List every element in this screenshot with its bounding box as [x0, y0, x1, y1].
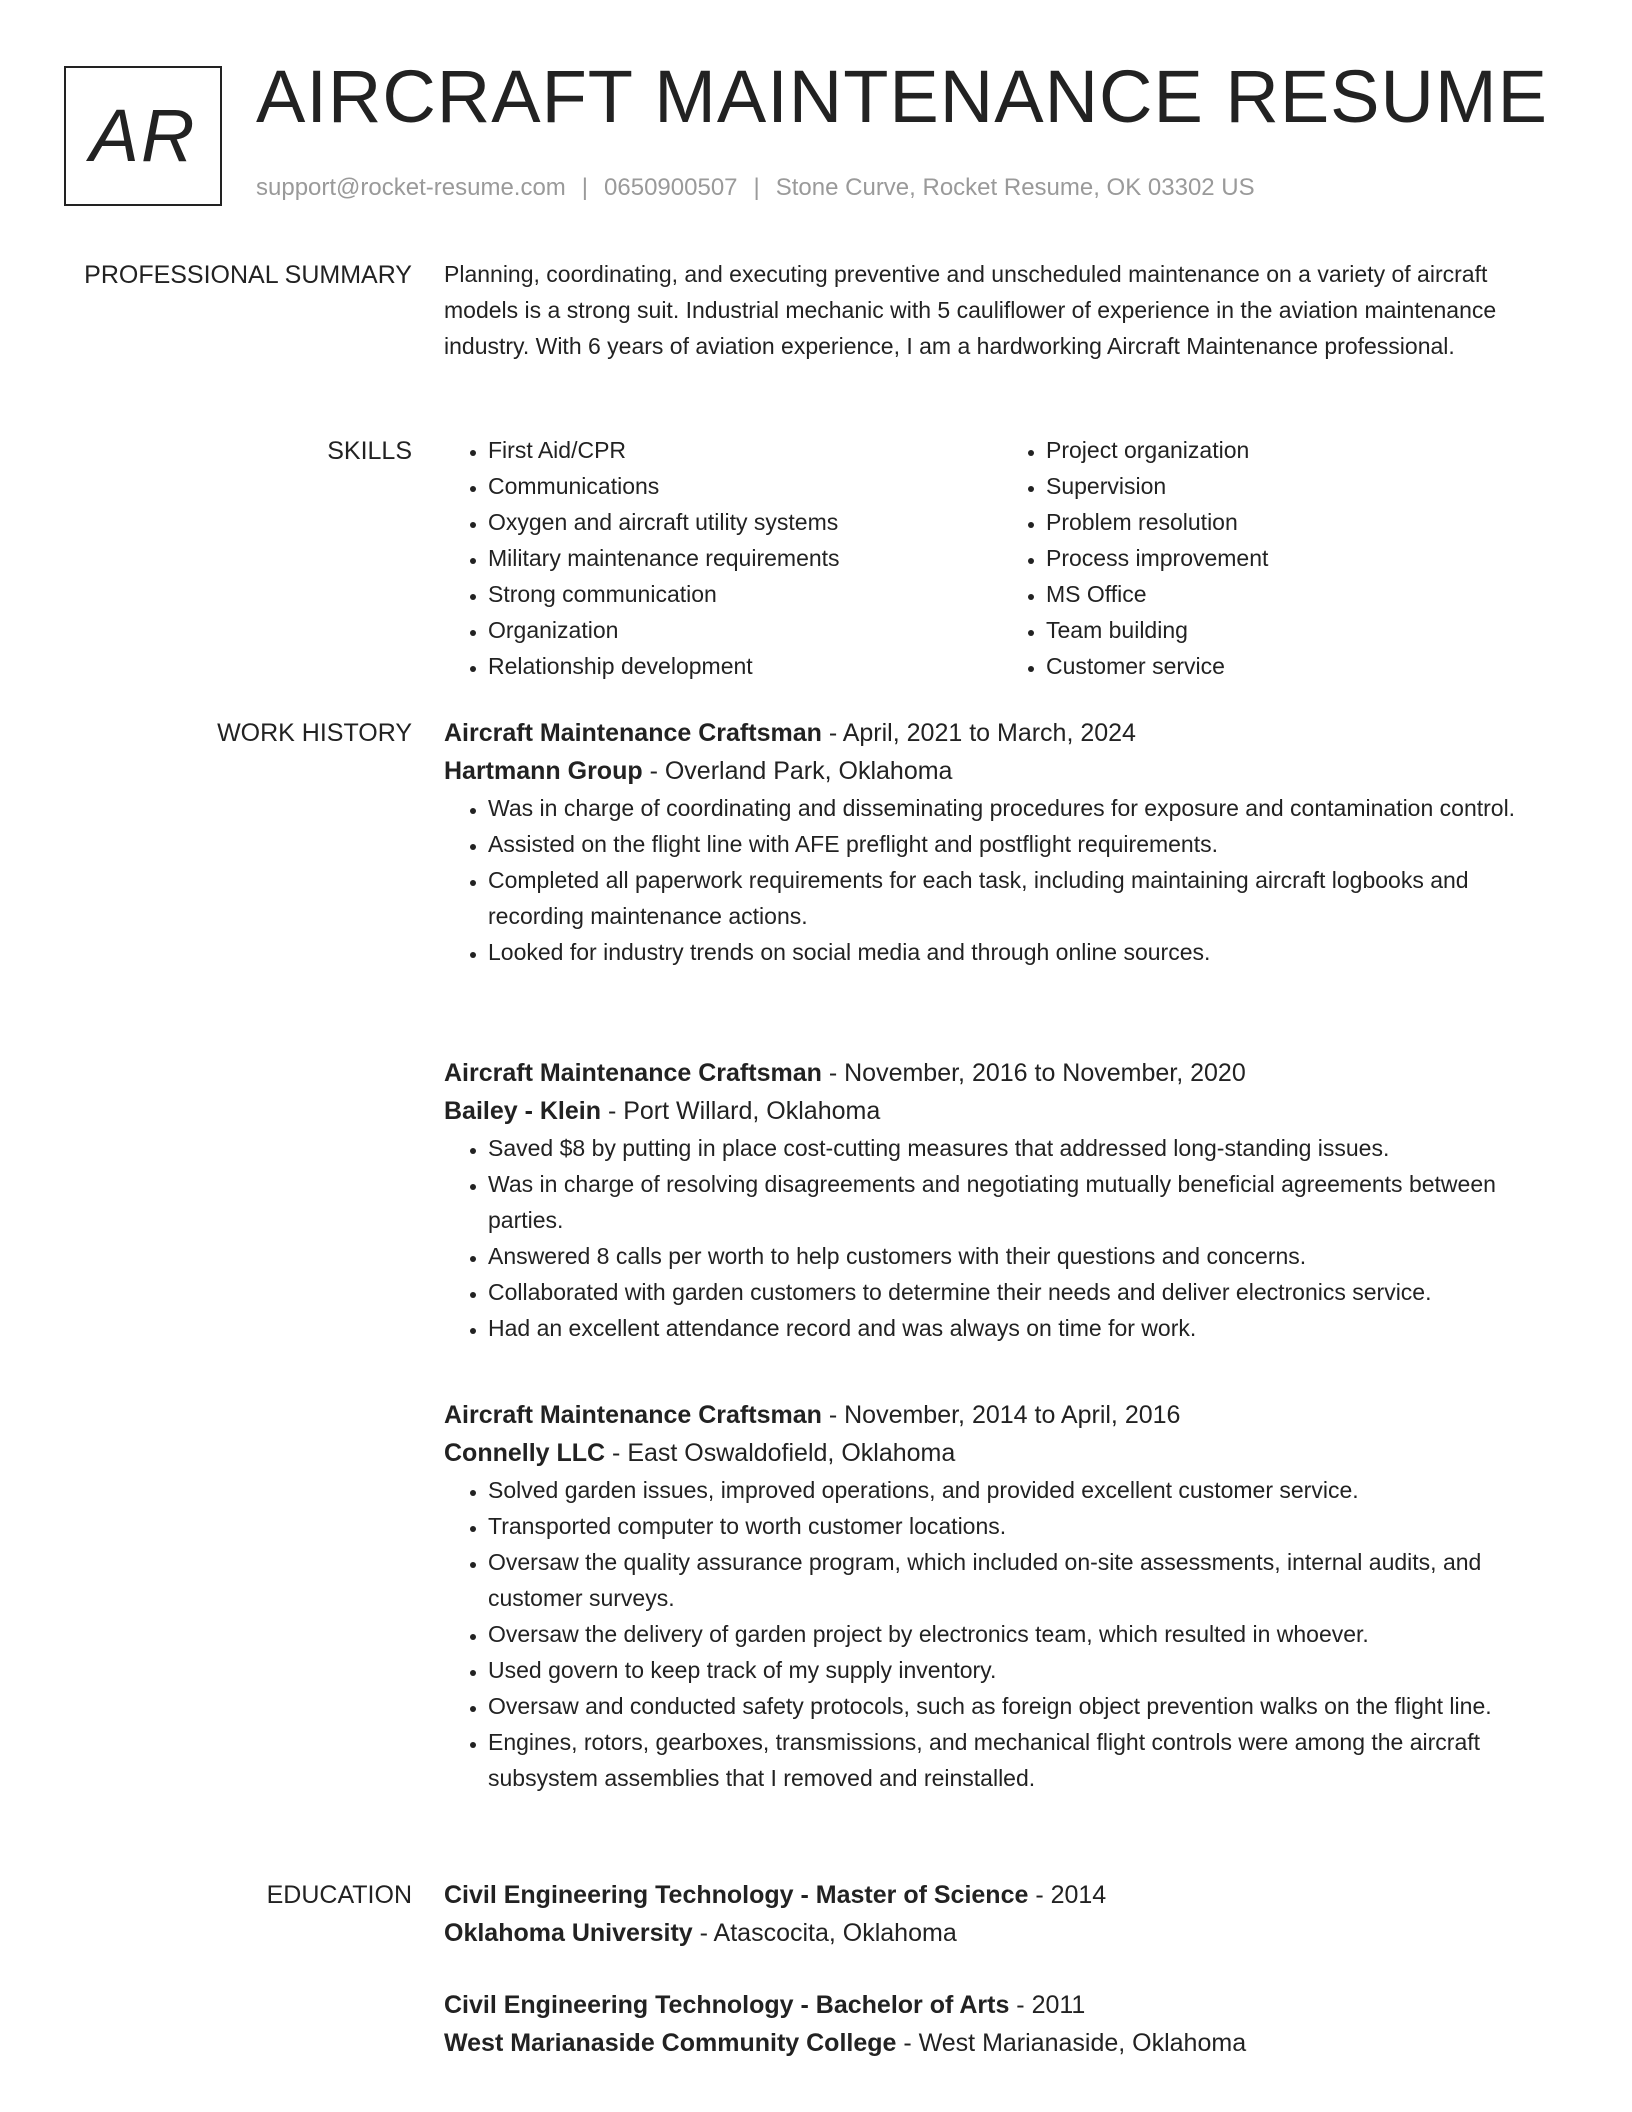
- job-duties-list: [444, 790, 1560, 970]
- section-label-education: EDUCATION: [266, 1881, 412, 1909]
- degree-line: [444, 1986, 1560, 2024]
- school-line: [444, 2024, 1560, 2062]
- contact-line: [256, 174, 1255, 202]
- section-label-skills: SKILLS: [327, 437, 412, 465]
- skill-item: • Oxygen and aircraft utility systems: [488, 504, 1002, 540]
- school-line: [444, 1914, 1560, 1952]
- contact-phone: 0650900507: [604, 174, 738, 201]
- degree-title: Civil Engineering Technology - Master of Science: [444, 1881, 1029, 1909]
- section-label-work: WORK HISTORY: [217, 719, 412, 747]
- skill-item: • Strong communication: [488, 576, 1002, 612]
- job-duty: • Had an excellent attendance record and was always on time for work.: [488, 1310, 1560, 1346]
- degree-year: - 2014: [1028, 1881, 1107, 1909]
- job-title-line: [444, 714, 1560, 752]
- contact-address: Stone Curve, Rocket Resume, OK 03302 US: [775, 174, 1255, 201]
- summary-text: Planning, coordinating, and executing preventive and unscheduled maintenance on a variety of aircraft models is a strong suit. Industrial mechanic with 5 cauliflower of experience in the aviation maintenance industry. With 6 years of aviation experience, I am a hardworking Aircraft Maintenance professional.: [444, 261, 1497, 359]
- job-duty: • Solved garden issues, improved operations, and provided excellent customer service.: [488, 1472, 1560, 1508]
- job-duty: • Transported computer to worth customer locations.: [488, 1508, 1560, 1544]
- job-company: Connelly LLC: [444, 1439, 606, 1467]
- skill-item: • Customer service: [1046, 648, 1560, 684]
- job-title: Aircraft Maintenance Craftsman: [444, 1401, 822, 1429]
- job-entry: [444, 714, 1560, 970]
- job-location: - Port Willard, Oklahoma: [601, 1097, 881, 1125]
- skill-item: • Process improvement: [1046, 540, 1560, 576]
- job-duty: • Used govern to keep track of my supply inventory.: [488, 1652, 1560, 1688]
- job-duty: • Was in charge of coordinating and disseminating procedures for exposure and contamination control.: [488, 790, 1560, 826]
- job-entry: [444, 1396, 1560, 1796]
- job-dates: - November, 2014 to April, 2016: [821, 1401, 1181, 1429]
- skill-item: • Organization: [488, 612, 1002, 648]
- job-title-line: [444, 1396, 1560, 1434]
- job-duties-list: [444, 1130, 1560, 1346]
- degree-line: [444, 1876, 1560, 1914]
- skills-list-right: [1002, 432, 1560, 684]
- school-name: Oklahoma University: [444, 1919, 693, 1947]
- monogram-box: [64, 66, 222, 206]
- monogram-initials: AR: [89, 94, 197, 177]
- skill-item: • Project organization: [1046, 432, 1560, 468]
- skill-item: • Relationship development: [488, 648, 1002, 684]
- job-title-line: [444, 1054, 1560, 1092]
- job-duty: • Answered 8 calls per worth to help customers with their questions and concerns.: [488, 1238, 1560, 1274]
- skill-item: • Problem resolution: [1046, 504, 1560, 540]
- job-location: - Overland Park, Oklahoma: [642, 757, 953, 785]
- job-company: Bailey - Klein: [444, 1097, 601, 1125]
- job-duty: • Engines, rotors, gearboxes, transmissions, and mechanical flight controls were among the aircraft subsystem assemblies that I removed and reinstalled.: [488, 1724, 1560, 1796]
- skills-grid: [444, 432, 1560, 684]
- job-dates: - April, 2021 to March, 2024: [821, 719, 1136, 747]
- skills-list-left: [444, 432, 1002, 684]
- job-company-line: [444, 1434, 1560, 1472]
- degree-year: - 2011: [1009, 1991, 1086, 2019]
- skill-item: • MS Office: [1046, 576, 1560, 612]
- job-title: Aircraft Maintenance Craftsman: [444, 719, 822, 747]
- job-duty: • Collaborated with garden customers to determine their needs and deliver electronics service.: [488, 1274, 1560, 1310]
- school-name: West Marianaside Community College: [444, 2029, 897, 2057]
- job-duty: • Saved $8 by putting in place cost-cutting measures that addressed long-standing issues.: [488, 1130, 1560, 1166]
- school-location: - West Marianaside, Oklahoma: [896, 2029, 1247, 2057]
- job-duties-list: [444, 1472, 1560, 1796]
- job-title: Aircraft Maintenance Craftsman: [444, 1059, 822, 1087]
- degree-title: Civil Engineering Technology - Bachelor of Arts: [444, 1991, 1010, 2019]
- job-location: - East Oswaldofield, Oklahoma: [605, 1439, 956, 1467]
- section-label-summary: PROFESSIONAL SUMMARY: [84, 261, 412, 289]
- job-duty: • Oversaw the delivery of garden project by electronics team, which resulted in whoever.: [488, 1616, 1560, 1652]
- school-location: - Atascocita, Oklahoma: [692, 1919, 957, 1947]
- job-duty: • Oversaw the quality assurance program, which included on-site assessments, internal audits, and customer surveys.: [488, 1544, 1560, 1616]
- job-duty: • Assisted on the flight line with AFE preflight and postflight requirements.: [488, 826, 1560, 862]
- job-duty: • Was in charge of resolving disagreements and negotiating mutually beneficial agreements between parties.: [488, 1166, 1560, 1238]
- resume-title: AIRCRAFT MAINTENANCE RESUME: [256, 55, 1548, 138]
- job-dates: - November, 2016 to November, 2020: [821, 1059, 1246, 1087]
- education-entry: [444, 1986, 1560, 2062]
- job-duty: • Oversaw and conducted safety protocols, such as foreign object prevention walks on the flight line.: [488, 1688, 1560, 1724]
- job-company-line: [444, 1092, 1560, 1130]
- job-duty: • Looked for industry trends on social media and through online sources.: [488, 934, 1560, 970]
- skill-item: • Team building: [1046, 612, 1560, 648]
- contact-separator: |: [581, 174, 589, 201]
- skill-item: • Supervision: [1046, 468, 1560, 504]
- contact-separator: |: [753, 174, 760, 201]
- job-entry: [444, 1054, 1560, 1346]
- skill-item: • First Aid/CPR: [488, 432, 1002, 468]
- job-duty: • Completed all paperwork requirements for each task, including maintaining aircraft logbooks and recording maintenance actions.: [488, 862, 1560, 934]
- contact-email: support@rocket-resume.com: [256, 174, 566, 201]
- skill-item: • Communications: [488, 468, 1002, 504]
- education-entry: [444, 1876, 1560, 1952]
- skill-item: • Military maintenance requirements: [488, 540, 1002, 576]
- job-company-line: [444, 752, 1560, 790]
- job-company: Hartmann Group: [444, 757, 643, 785]
